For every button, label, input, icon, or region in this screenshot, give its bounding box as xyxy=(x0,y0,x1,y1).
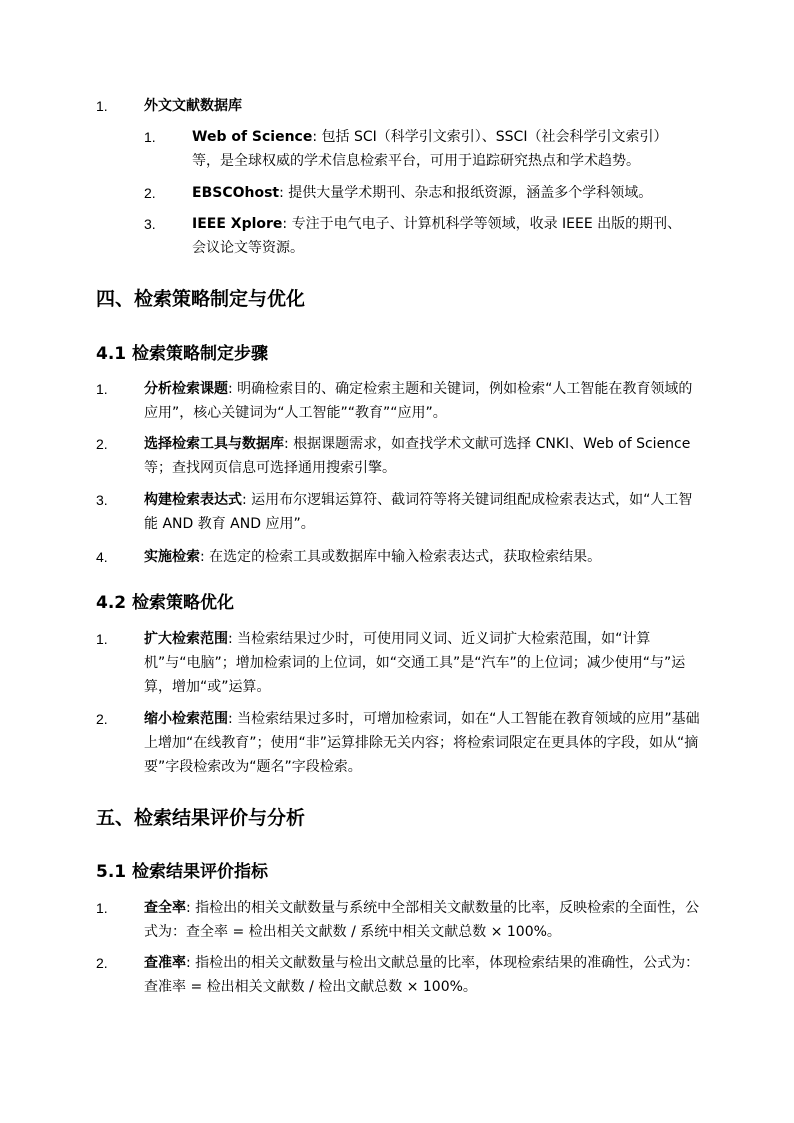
list-item-term: 实施检索 xyxy=(144,549,200,565)
list-number: 2. xyxy=(96,436,108,452)
list-item-desc: 运用布尔逻辑运算符、截词符等将关键词组配成检索表达式，如“人工智能 AND 教育 AND 应用”。 xyxy=(144,492,693,532)
list-item-term: 缩小检索范围 xyxy=(144,711,228,727)
list-item-recall-rate xyxy=(144,896,704,944)
list-item-sep: : xyxy=(186,955,196,971)
list-number: 3. xyxy=(144,216,156,232)
list-number: 1. xyxy=(96,381,108,397)
list-item-select-tools xyxy=(144,432,704,480)
list-item-narrow-scope xyxy=(144,707,704,779)
list-item-sep: : xyxy=(284,436,294,452)
list-item-desc: 根据课题需求，如查找学术文献可选择 CNKI、Web of Science 等；查找网页信息可选择通用搜索引擎。 xyxy=(144,436,691,476)
list-item-desc: 提供大量学术期刊、杂志和报纸资源，涵盖多个学科领域。 xyxy=(288,185,653,201)
list-item-desc: 当检索结果过少时，可使用同义词、近义词扩大检索范围，如“计算机”与“电脑”；增加检索词的上位词，如“交通工具”是“汽车”的上位词；减少使用“与”运算，增加“或”运算。 xyxy=(144,631,686,695)
list-item-sep: : xyxy=(228,711,238,727)
list-item-desc: 明确检索目的、确定检索主题和关键词，例如检索“人工智能在教育领域的应用”，核心关键词为“人工智能”“教育”“应用”。 xyxy=(144,381,693,421)
section-heading-5: 五、检索结果评价与分析 xyxy=(96,807,306,829)
list-item-desc: 指检出的相关文献数量与系统中全部相关文献数量的比率，反映检索的全面性，公式为：查全率 = 检出相关文献数 / 系统中相关文献总数 × 100%。 xyxy=(144,900,700,940)
list-item-term: EBSCOhost xyxy=(192,185,280,201)
list-item-term: Web of Science xyxy=(192,129,313,145)
list-item-sep: : xyxy=(279,185,289,201)
list-item-term: 构建检索表达式 xyxy=(144,492,242,508)
list-number: 4. xyxy=(96,549,108,565)
subsection-heading-4-2: 4.2 检索策略优化 xyxy=(96,593,235,613)
list-item-web-of-science xyxy=(192,125,692,173)
list-number: 1. xyxy=(96,900,108,916)
list-item-desc: 包括 SCI（科学引文索引）、SSCI（社会科学引文索引）等，是全球权威的学术信息检索平台，可用于追踪研究热点和学术趋势。 xyxy=(192,129,668,169)
list-item-ebscohost xyxy=(192,181,692,205)
list-number: 1. xyxy=(96,631,108,647)
section-heading-4: 四、检索策略制定与优化 xyxy=(96,288,306,310)
list-item-sep: : xyxy=(186,900,196,916)
list-item-term: 选择检索工具与数据库 xyxy=(144,436,284,452)
list-item-term: 分析检索课题 xyxy=(144,381,228,397)
list-number: 1. xyxy=(144,129,156,145)
list-item-build-expression xyxy=(144,488,704,536)
list-number: 2. xyxy=(96,711,108,727)
list-item-term: IEEE Xplore xyxy=(192,216,283,232)
list-item-sep: : xyxy=(228,631,238,647)
list-item-sep: : xyxy=(228,381,238,397)
list-item-desc: 指检出的相关文献数量与检出文献总量的比率，体现检索结果的准确性，公式为：查准率 = 检出相关文献数 / 检出文献总数 × 100%。 xyxy=(144,955,700,995)
list-item-precision-rate xyxy=(144,951,704,999)
subsection-heading-5-1: 5.1 检索结果评价指标 xyxy=(96,862,269,882)
list-item-expand-scope xyxy=(144,627,704,699)
list-item-desc: 专注于电气电子、计算机科学等领域，收录 IEEE 出版的期刊、会议论文等资源。 xyxy=(192,216,682,256)
list-item-sep: : xyxy=(242,492,252,508)
list-number: 2. xyxy=(96,955,108,971)
list-number: 1. xyxy=(96,98,108,114)
list-item-term: 查全率 xyxy=(144,900,186,916)
list-item-execute-search xyxy=(144,545,704,569)
list-item-analyze-topic xyxy=(144,377,704,425)
list-heading-foreign-db: 外文文献数据库 xyxy=(144,98,242,114)
list-item-sep: : xyxy=(200,549,210,565)
list-item-desc: 当检索结果过多时，可增加检索词，如在“人工智能在教育领域的应用”基础上增加“在线教育”；使用“非”运算排除无关内容；将检索词限定在更具体的字段，如从“摘要”字段检索改为“题名”字段检索。 xyxy=(144,711,700,775)
list-item-term: 扩大检索范围 xyxy=(144,631,228,647)
list-number: 3. xyxy=(96,492,108,508)
list-item-term: 查准率 xyxy=(144,955,186,971)
list-item-sep: : xyxy=(312,129,322,145)
list-item-sep: : xyxy=(282,216,292,232)
subsection-heading-4-1: 4.1 检索策略制定步骤 xyxy=(96,344,269,364)
list-number: 2. xyxy=(144,185,156,201)
list-item-ieee-xplore xyxy=(192,212,692,260)
list-item-desc: 在选定的检索工具或数据库中输入检索表达式，获取检索结果。 xyxy=(209,549,602,565)
